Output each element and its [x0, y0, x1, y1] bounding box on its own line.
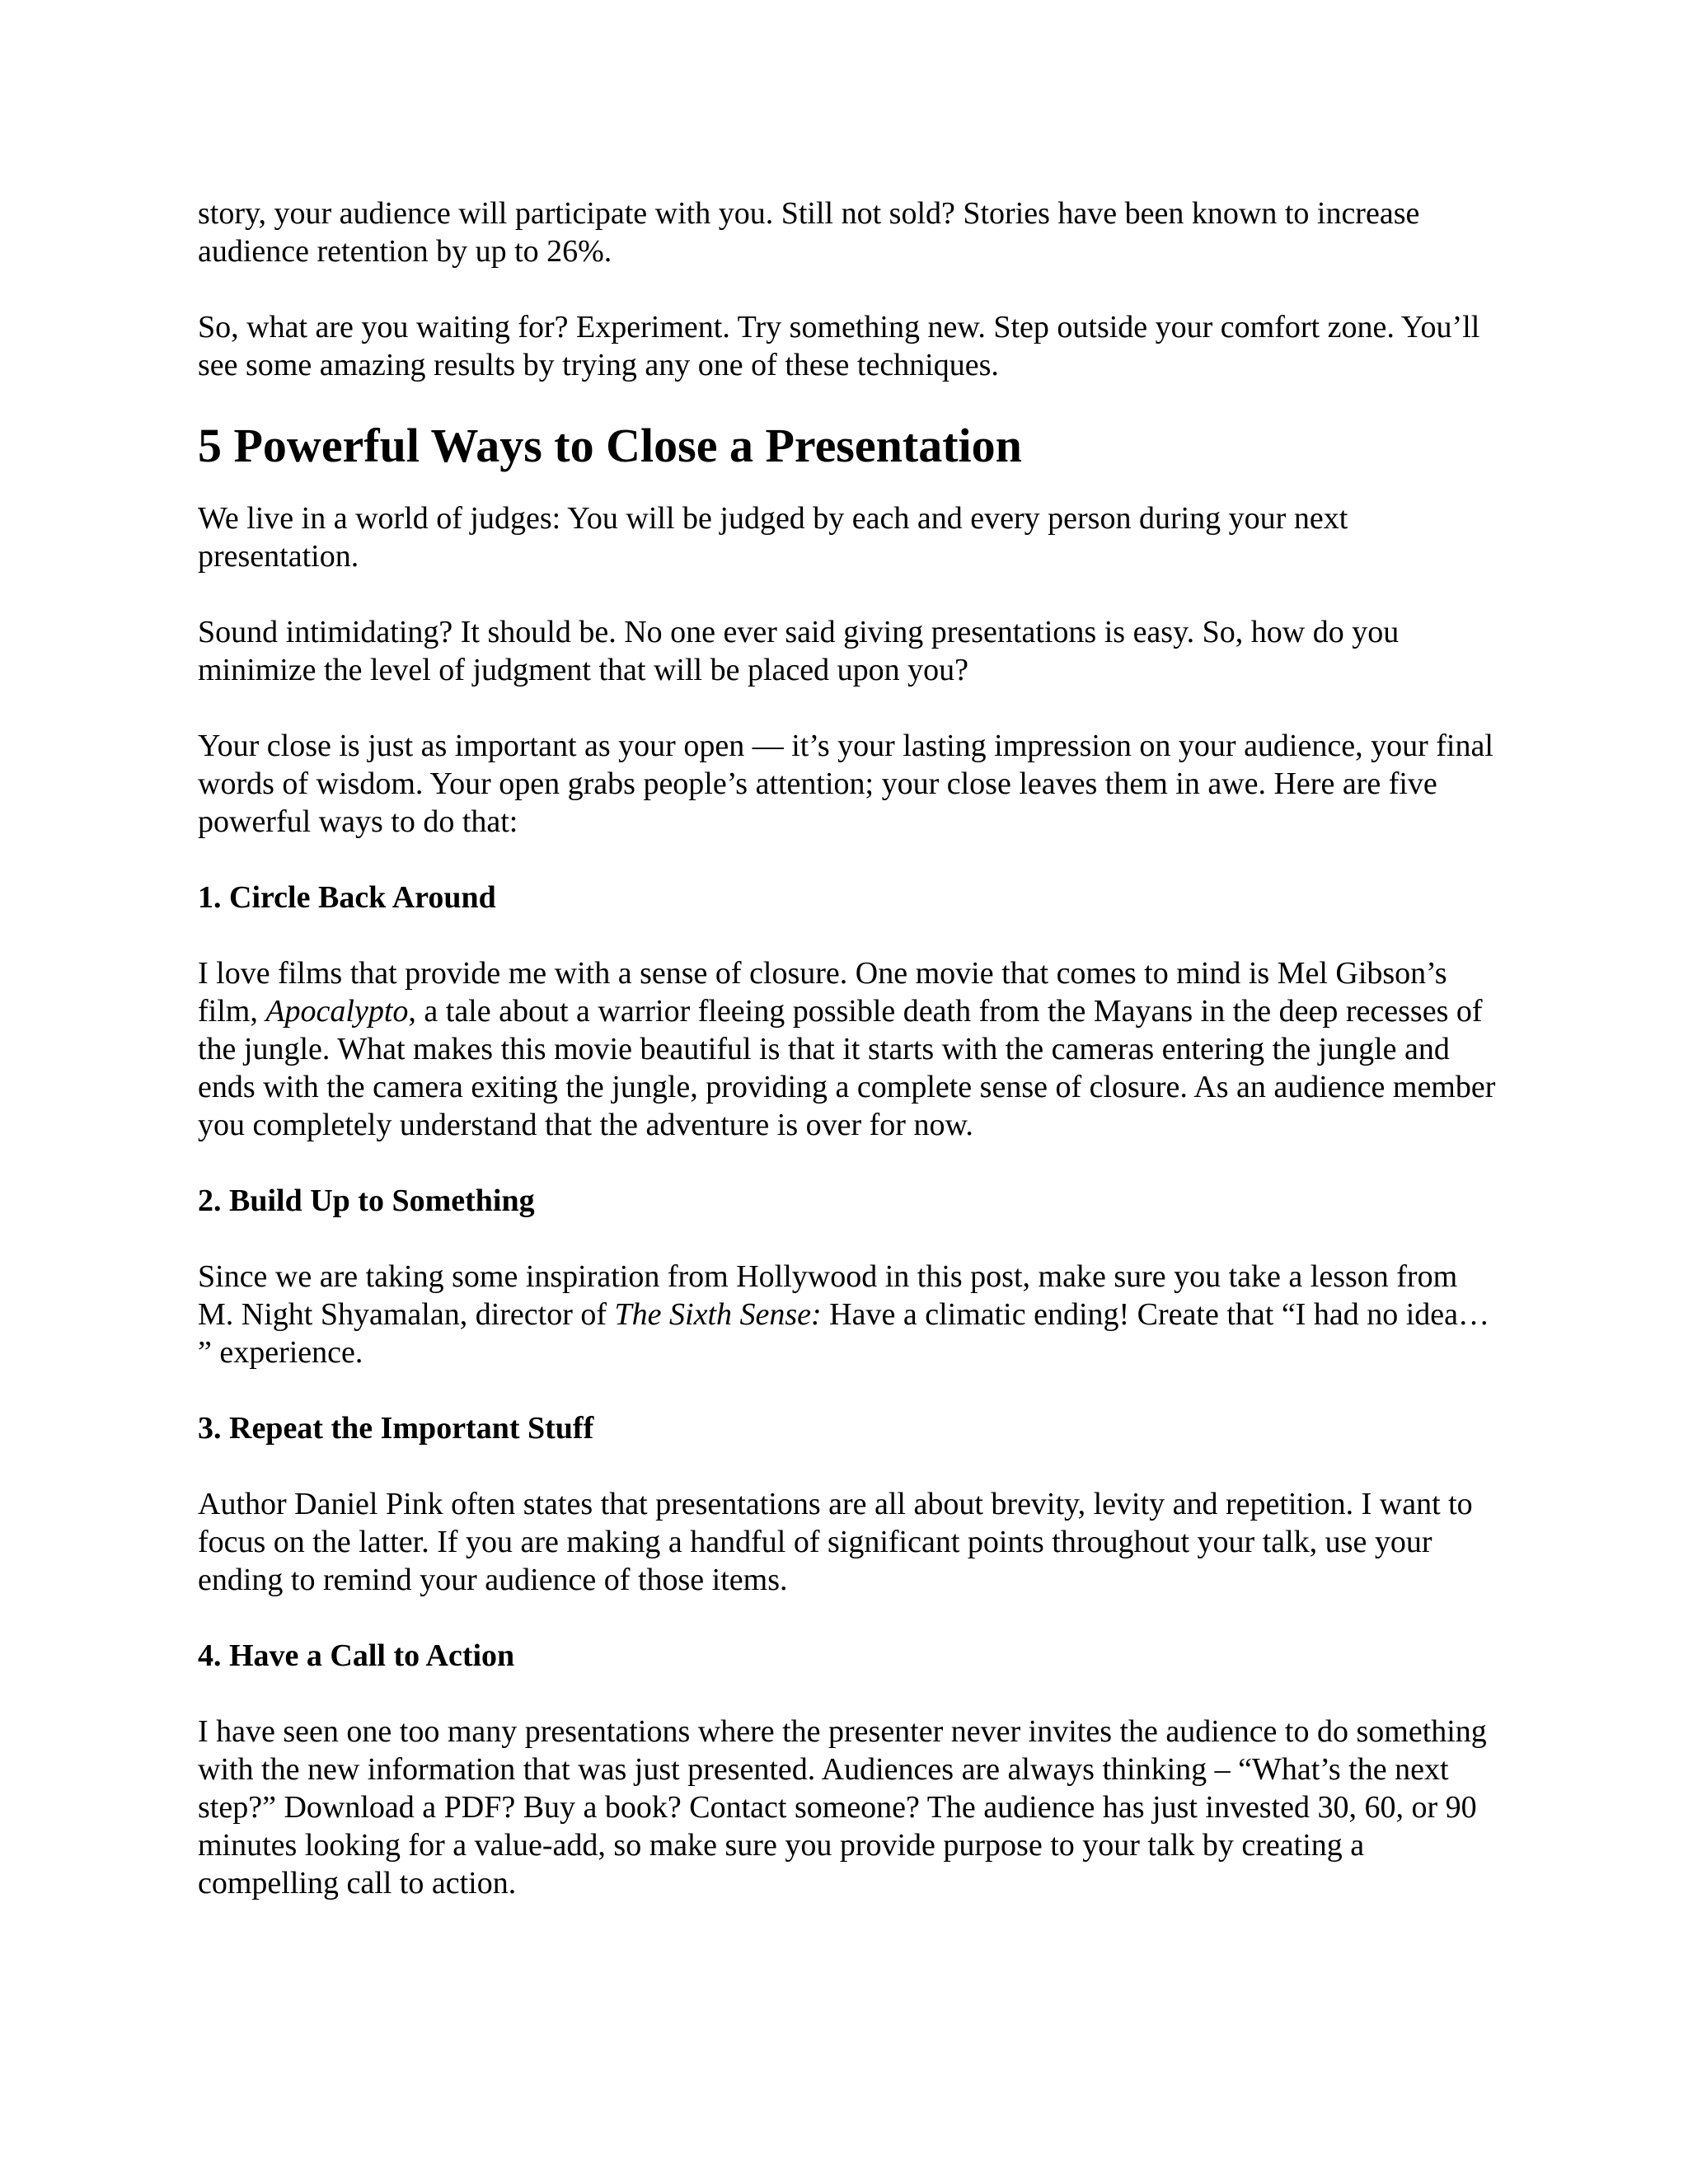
intro-paragraph: So, what are you waiting for? Experiment. Try something new. Step outside your comfort zone. You’ll see some amazing results by trying any one of these techniques. — [198, 310, 1480, 382]
body-paragraph: Author Daniel Pink often states that presentations are all about brevity, levity and repetition. I want to focus on the latter. If you are making a handful of significant points throughout your talk, use your ending to remind your audience of those items. — [198, 1487, 1473, 1597]
body-paragraph: Your close is just as important as your open — it’s your lasting impression on your audience, your final words of wisdom. Your open grabs people’s attention; your close leaves them in awe. Here are five powerful ways to do that: — [198, 729, 1493, 839]
film-title: The Sixth Sense: — [614, 1297, 822, 1332]
subsection-heading: 3. Repeat the Important Stuff — [198, 1411, 594, 1446]
body-paragraph: I love films that provide me with a sense of closure. One movie that comes to mind is Mel Gibson’s film, Apocalypto, a tale about a warrior fleeing possible death from the Mayans in the deep recesses of the jungle. What makes this movie beautiful is that it starts with the cameras entering the jungle and ends with the camera exiting the jungle, providing a complete sense of closure. As an audience member you completely understand that the adventure is over for now. — [198, 956, 1496, 1142]
body-paragraph: I have seen one too many presentations where the presenter never invites the audience to do something with the new information that was just presented. Audiences are always thinking – “What’s the next step?” Download a PDF? Buy a book? Contact someone? The audience has just invested 30, 60, or 90 minutes looking for a value-add, so make sure you provide purpose to your talk by creating a compelling call to action. — [198, 1714, 1487, 1900]
intro-paragraph: story, your audience will participate with you. Still not sold? Stories have been known to increase audience retention by up to 26%. — [198, 196, 1420, 269]
document-page — [198, 194, 1500, 1902]
section-heading: 5 Powerful Ways to Close a Presentation — [198, 419, 1022, 472]
body-paragraph: Since we are taking some inspiration from Hollywood in this post, make sure you take a lesson from M. Night Shyamalan, director of The Sixth Sense: Have a climatic ending! Create that “I had no idea… ” experience. — [198, 1259, 1489, 1370]
body-paragraph: We live in a world of judges: You will be judged by each and every person during your next presentation. — [198, 501, 1348, 574]
film-title: Apocalypto — [265, 994, 409, 1029]
subsection-heading: 2. Build Up to Something — [198, 1183, 535, 1218]
subsection-heading: 4. Have a Call to Action — [198, 1638, 515, 1673]
subsection-heading: 1. Circle Back Around — [198, 880, 496, 915]
body-paragraph: Sound intimidating? It should be. No one ever said giving presentations is easy. So, how do you minimize the level of judgment that will be placed upon you? — [198, 615, 1400, 687]
